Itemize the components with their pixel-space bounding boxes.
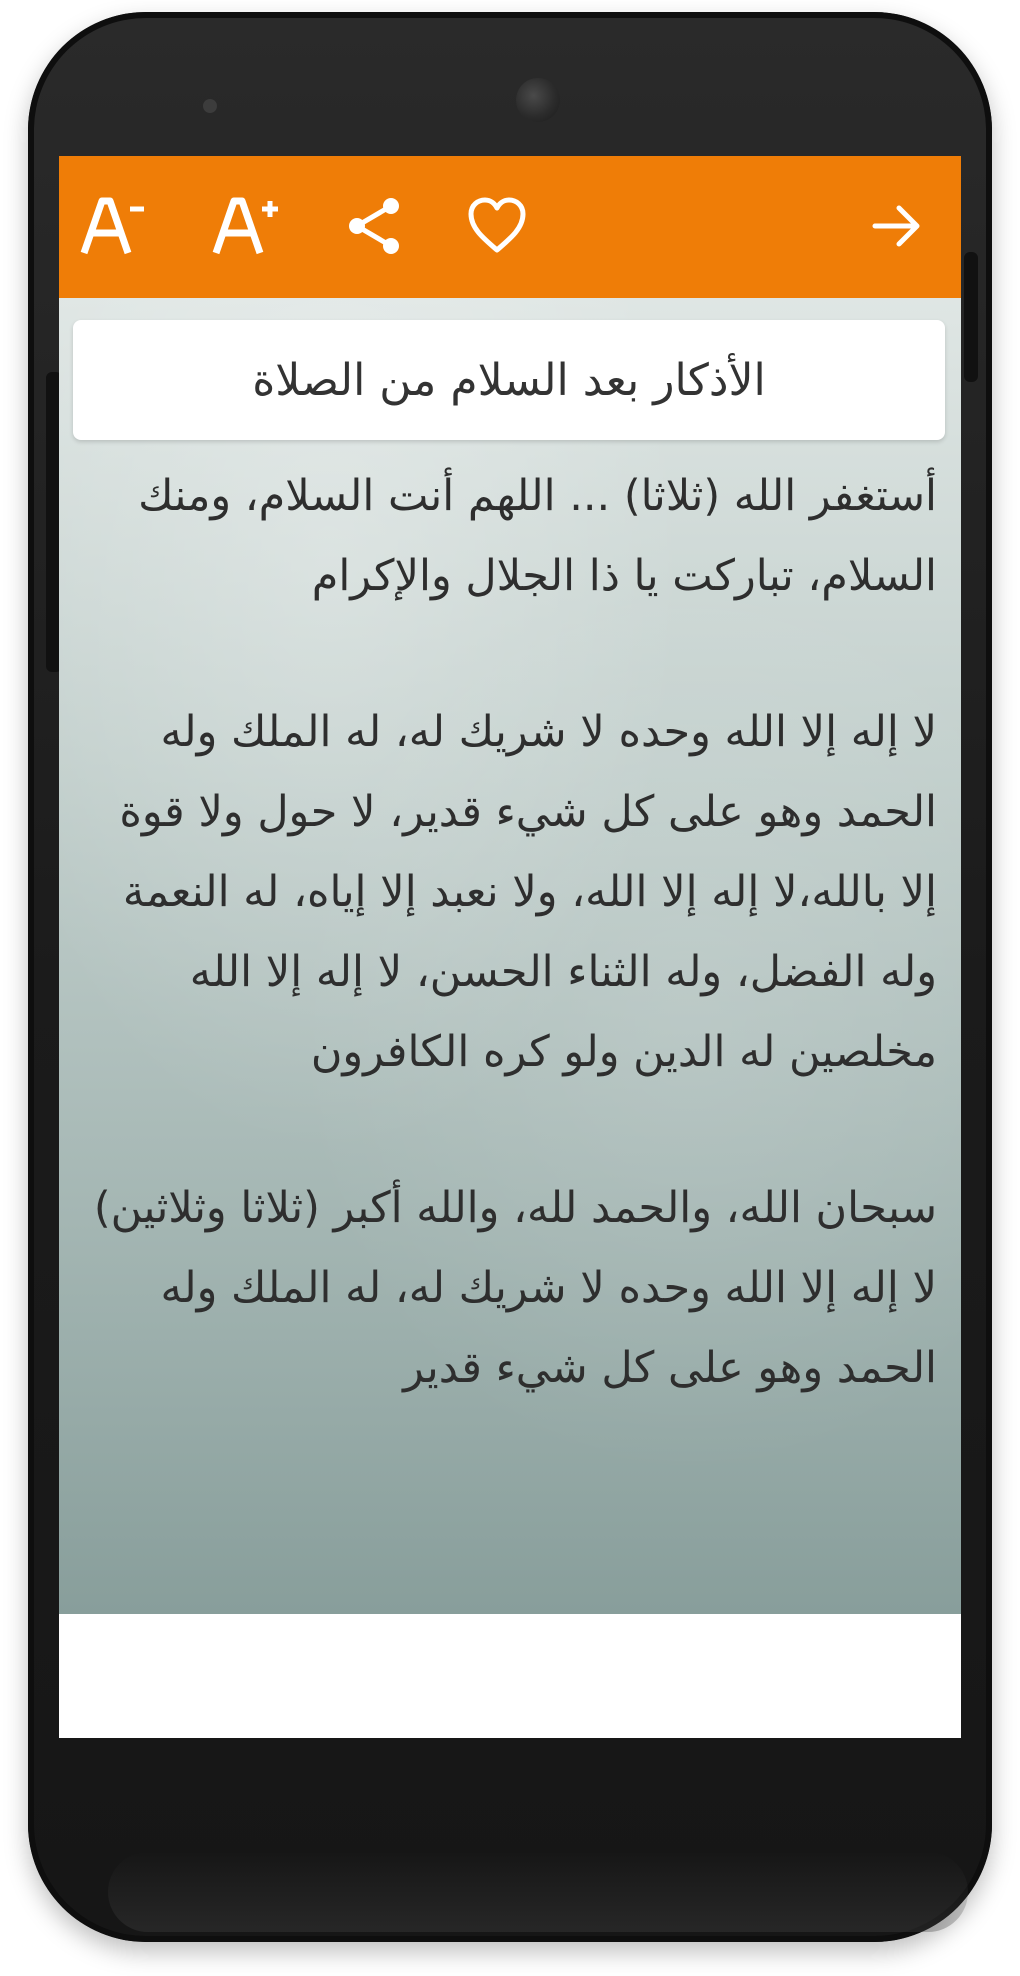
heart-icon: [465, 194, 529, 258]
back-button[interactable]: [849, 176, 945, 276]
font-increase-button[interactable]: [197, 176, 293, 276]
page-title: الأذكار بعد السلام من الصلاة: [252, 354, 766, 406]
dhikr-text: [93, 456, 937, 1484]
dhikr-paragraph: لا إله إلا الله وحده لا شريك له، له الملك وله الحمد وهو على كل شيء قدير، لا حول ولا قوة إلا بالله،لا إله إلا الله، ولا نعبد إلا إياه، له النعمة وله الفضل، وله الثناء الحسن، لا إله إلا الله مخلصين له الدين ولو كره الكافرون: [119, 707, 937, 1077]
share-icon: [343, 194, 407, 258]
content-area: [59, 298, 961, 1614]
font-decrease-icon: [78, 191, 148, 261]
phone-bottom-bezel: [108, 1852, 968, 1932]
share-button[interactable]: [327, 176, 423, 276]
dhikr-paragraph: سبحان الله، والحمد لله، والله أكبر (ثلاثا وثلاثين) لا إله إلا الله وحده لا شريك له، له الملك وله الحمد وهو على كل شيء قدير: [93, 1183, 937, 1393]
app-toolbar: [59, 156, 961, 298]
app-screen: [59, 156, 961, 1738]
favorite-button[interactable]: [449, 176, 545, 276]
ad-banner-area: [59, 1614, 961, 1738]
title-card: [73, 320, 945, 440]
arrow-right-icon: [867, 196, 927, 256]
font-increase-icon: [210, 191, 280, 261]
font-decrease-button[interactable]: [65, 176, 161, 276]
dhikr-paragraph: أستغفر الله (ثلاثا) ... اللهم أنت السلام، ومنك السلام، تباركت يا ذا الجلال والإكرام: [138, 471, 937, 601]
phone-front-camera: [516, 78, 560, 122]
phone-sensor: [203, 99, 217, 113]
phone-power-button: [964, 252, 978, 382]
